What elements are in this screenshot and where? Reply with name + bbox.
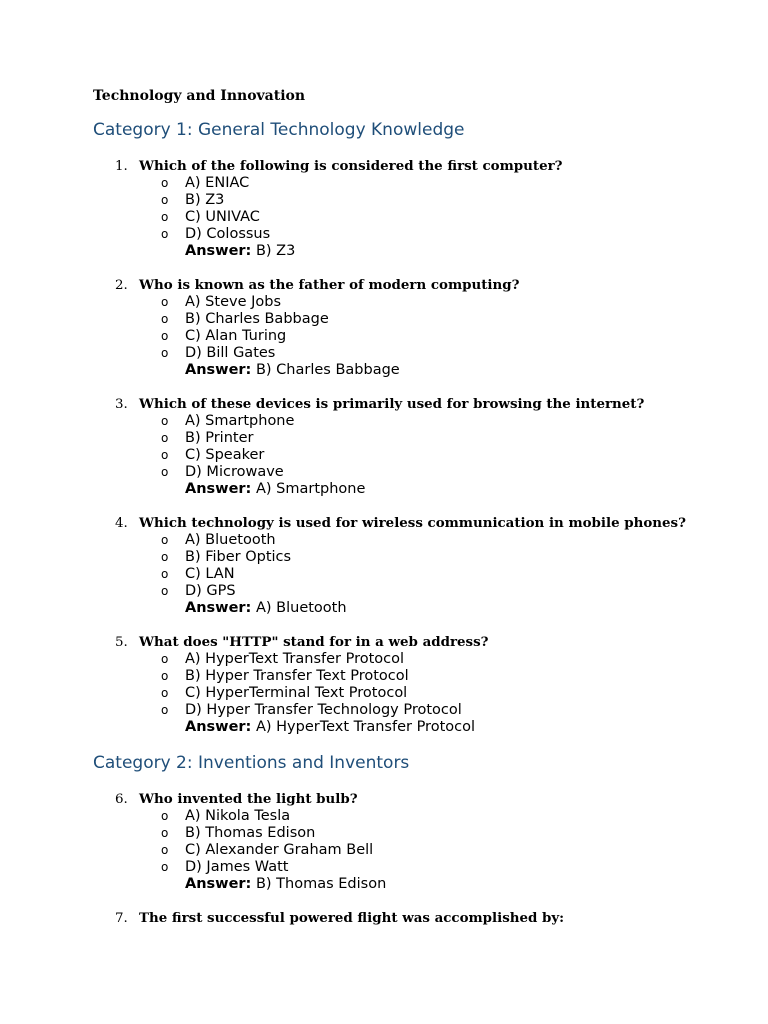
answer-option [93, 668, 733, 685]
question-item [93, 158, 733, 260]
option-text: A) Bluetooth [185, 532, 276, 548]
answer-label: Answer: [185, 719, 252, 735]
option-text: C) HyperTerminal Text Protocol [185, 685, 408, 701]
answer-label: Answer: [185, 876, 252, 892]
hollow-bullet-icon: o [161, 703, 169, 717]
question-text: What does "HTTP" stand for in a web address? [139, 634, 489, 650]
option-text: C) Alan Turing [185, 328, 287, 344]
hollow-bullet-icon: o [161, 826, 169, 840]
question-line [93, 791, 733, 808]
question-line [93, 396, 733, 413]
answer-value: B) Thomas Edison [255, 876, 387, 892]
hollow-bullet-icon: o [161, 295, 169, 309]
answer-option [93, 566, 733, 583]
option-text: C) UNIVAC [185, 209, 260, 225]
answer-option [93, 549, 733, 566]
hollow-bullet-icon: o [161, 533, 169, 547]
answer-option [93, 808, 733, 825]
answer-option [93, 447, 733, 464]
option-text: B) Hyper Transfer Text Protocol [185, 668, 409, 684]
hollow-bullet-icon: o [161, 860, 169, 874]
question-number: 1. [115, 159, 128, 174]
option-text: D) Colossus [185, 226, 271, 242]
option-text: A) Nikola Tesla [185, 808, 291, 824]
hollow-bullet-icon: o [161, 227, 169, 241]
answer-option [93, 430, 733, 447]
hollow-bullet-icon: o [161, 652, 169, 666]
hollow-bullet-icon: o [161, 567, 169, 581]
answer-line [93, 600, 733, 617]
option-text: C) Alexander Graham Bell [185, 842, 374, 858]
hollow-bullet-icon: o [161, 669, 169, 683]
category-heading: Category 2: Inventions and Inventors [93, 753, 410, 773]
hollow-bullet-icon: o [161, 448, 169, 462]
answer-option [93, 825, 733, 842]
category-heading: Category 1: General Technology Knowledge [93, 120, 465, 140]
option-text: C) LAN [185, 566, 235, 582]
question-text: Which of the following is considered the first computer? [139, 158, 563, 174]
answer-option [93, 226, 733, 243]
hollow-bullet-icon: o [161, 465, 169, 479]
answer-option [93, 651, 733, 668]
option-text: B) Fiber Optics [185, 549, 292, 565]
answer-option [93, 413, 733, 430]
category-section [93, 119, 733, 736]
answer-value: B) Z3 [255, 243, 296, 259]
hollow-bullet-icon: o [161, 431, 169, 445]
option-text: D) Hyper Transfer Technology Protocol [185, 702, 462, 718]
hollow-bullet-icon: o [161, 329, 169, 343]
answer-value: A) Smartphone [255, 481, 366, 497]
document-title: Technology and Innovation [93, 88, 306, 104]
option-text: A) ENIAC [185, 175, 250, 191]
hollow-bullet-icon: o [161, 686, 169, 700]
question-line [93, 634, 733, 651]
answer-option [93, 859, 733, 876]
answer-label: Answer: [185, 481, 252, 497]
hollow-bullet-icon: o [161, 312, 169, 326]
question-text: Who invented the light bulb? [139, 791, 358, 807]
answer-value: A) Bluetooth [255, 600, 347, 616]
question-item [93, 791, 733, 893]
answer-option [93, 328, 733, 345]
question-item [93, 910, 733, 927]
answer-option [93, 175, 733, 192]
category-section [93, 752, 733, 927]
hollow-bullet-icon: o [161, 550, 169, 564]
question-item [93, 515, 733, 617]
answer-line [93, 481, 733, 498]
hollow-bullet-icon: o [161, 809, 169, 823]
answer-label: Answer: [185, 243, 252, 259]
question-number: 6. [115, 792, 128, 807]
question-item [93, 396, 733, 498]
answer-option [93, 464, 733, 481]
answer-line [93, 876, 733, 893]
answer-option [93, 294, 733, 311]
hollow-bullet-icon: o [161, 843, 169, 857]
answer-line [93, 243, 733, 260]
option-text: B) Charles Babbage [185, 311, 329, 327]
question-number: 4. [115, 516, 128, 531]
answer-value: A) HyperText Transfer Protocol [255, 719, 476, 735]
hollow-bullet-icon: o [161, 346, 169, 360]
answer-value: B) Charles Babbage [255, 362, 400, 378]
option-text: A) Steve Jobs [185, 294, 282, 310]
answer-line [93, 719, 733, 736]
question-item [93, 634, 733, 736]
answer-line [93, 362, 733, 379]
option-text: D) Bill Gates [185, 345, 276, 361]
answer-option [93, 702, 733, 719]
option-text: B) Thomas Edison [185, 825, 316, 841]
option-text: C) Speaker [185, 447, 265, 463]
question-number: 3. [115, 397, 128, 412]
answer-label: Answer: [185, 600, 252, 616]
document-body [93, 88, 733, 927]
answer-option [93, 532, 733, 549]
hollow-bullet-icon: o [161, 414, 169, 428]
answer-option [93, 583, 733, 600]
answer-option [93, 685, 733, 702]
question-item [93, 277, 733, 379]
answer-label: Answer: [185, 362, 252, 378]
question-line [93, 910, 733, 927]
question-text: Which technology is used for wireless communication in mobile phones? [139, 515, 686, 531]
question-text: The first successful powered flight was accomplished by: [139, 910, 565, 926]
question-number: 2. [115, 278, 128, 293]
hollow-bullet-icon: o [161, 584, 169, 598]
option-text: D) Microwave [185, 464, 284, 480]
question-number: 5. [115, 635, 128, 650]
option-text: A) Smartphone [185, 413, 295, 429]
option-text: A) HyperText Transfer Protocol [185, 651, 405, 667]
option-text: D) GPS [185, 583, 236, 599]
hollow-bullet-icon: o [161, 210, 169, 224]
answer-option [93, 209, 733, 226]
hollow-bullet-icon: o [161, 176, 169, 190]
answer-option [93, 192, 733, 209]
question-line [93, 158, 733, 175]
answer-option [93, 345, 733, 362]
question-number: 7. [115, 911, 128, 926]
answer-option [93, 842, 733, 859]
question-line [93, 515, 733, 532]
question-text: Which of these devices is primarily used for browsing the internet? [139, 396, 645, 412]
option-text: B) Printer [185, 430, 254, 446]
option-text: B) Z3 [185, 192, 225, 208]
hollow-bullet-icon: o [161, 193, 169, 207]
question-line [93, 277, 733, 294]
question-text: Who is known as the father of modern computing? [139, 277, 520, 293]
option-text: D) James Watt [185, 859, 289, 875]
answer-option [93, 311, 733, 328]
